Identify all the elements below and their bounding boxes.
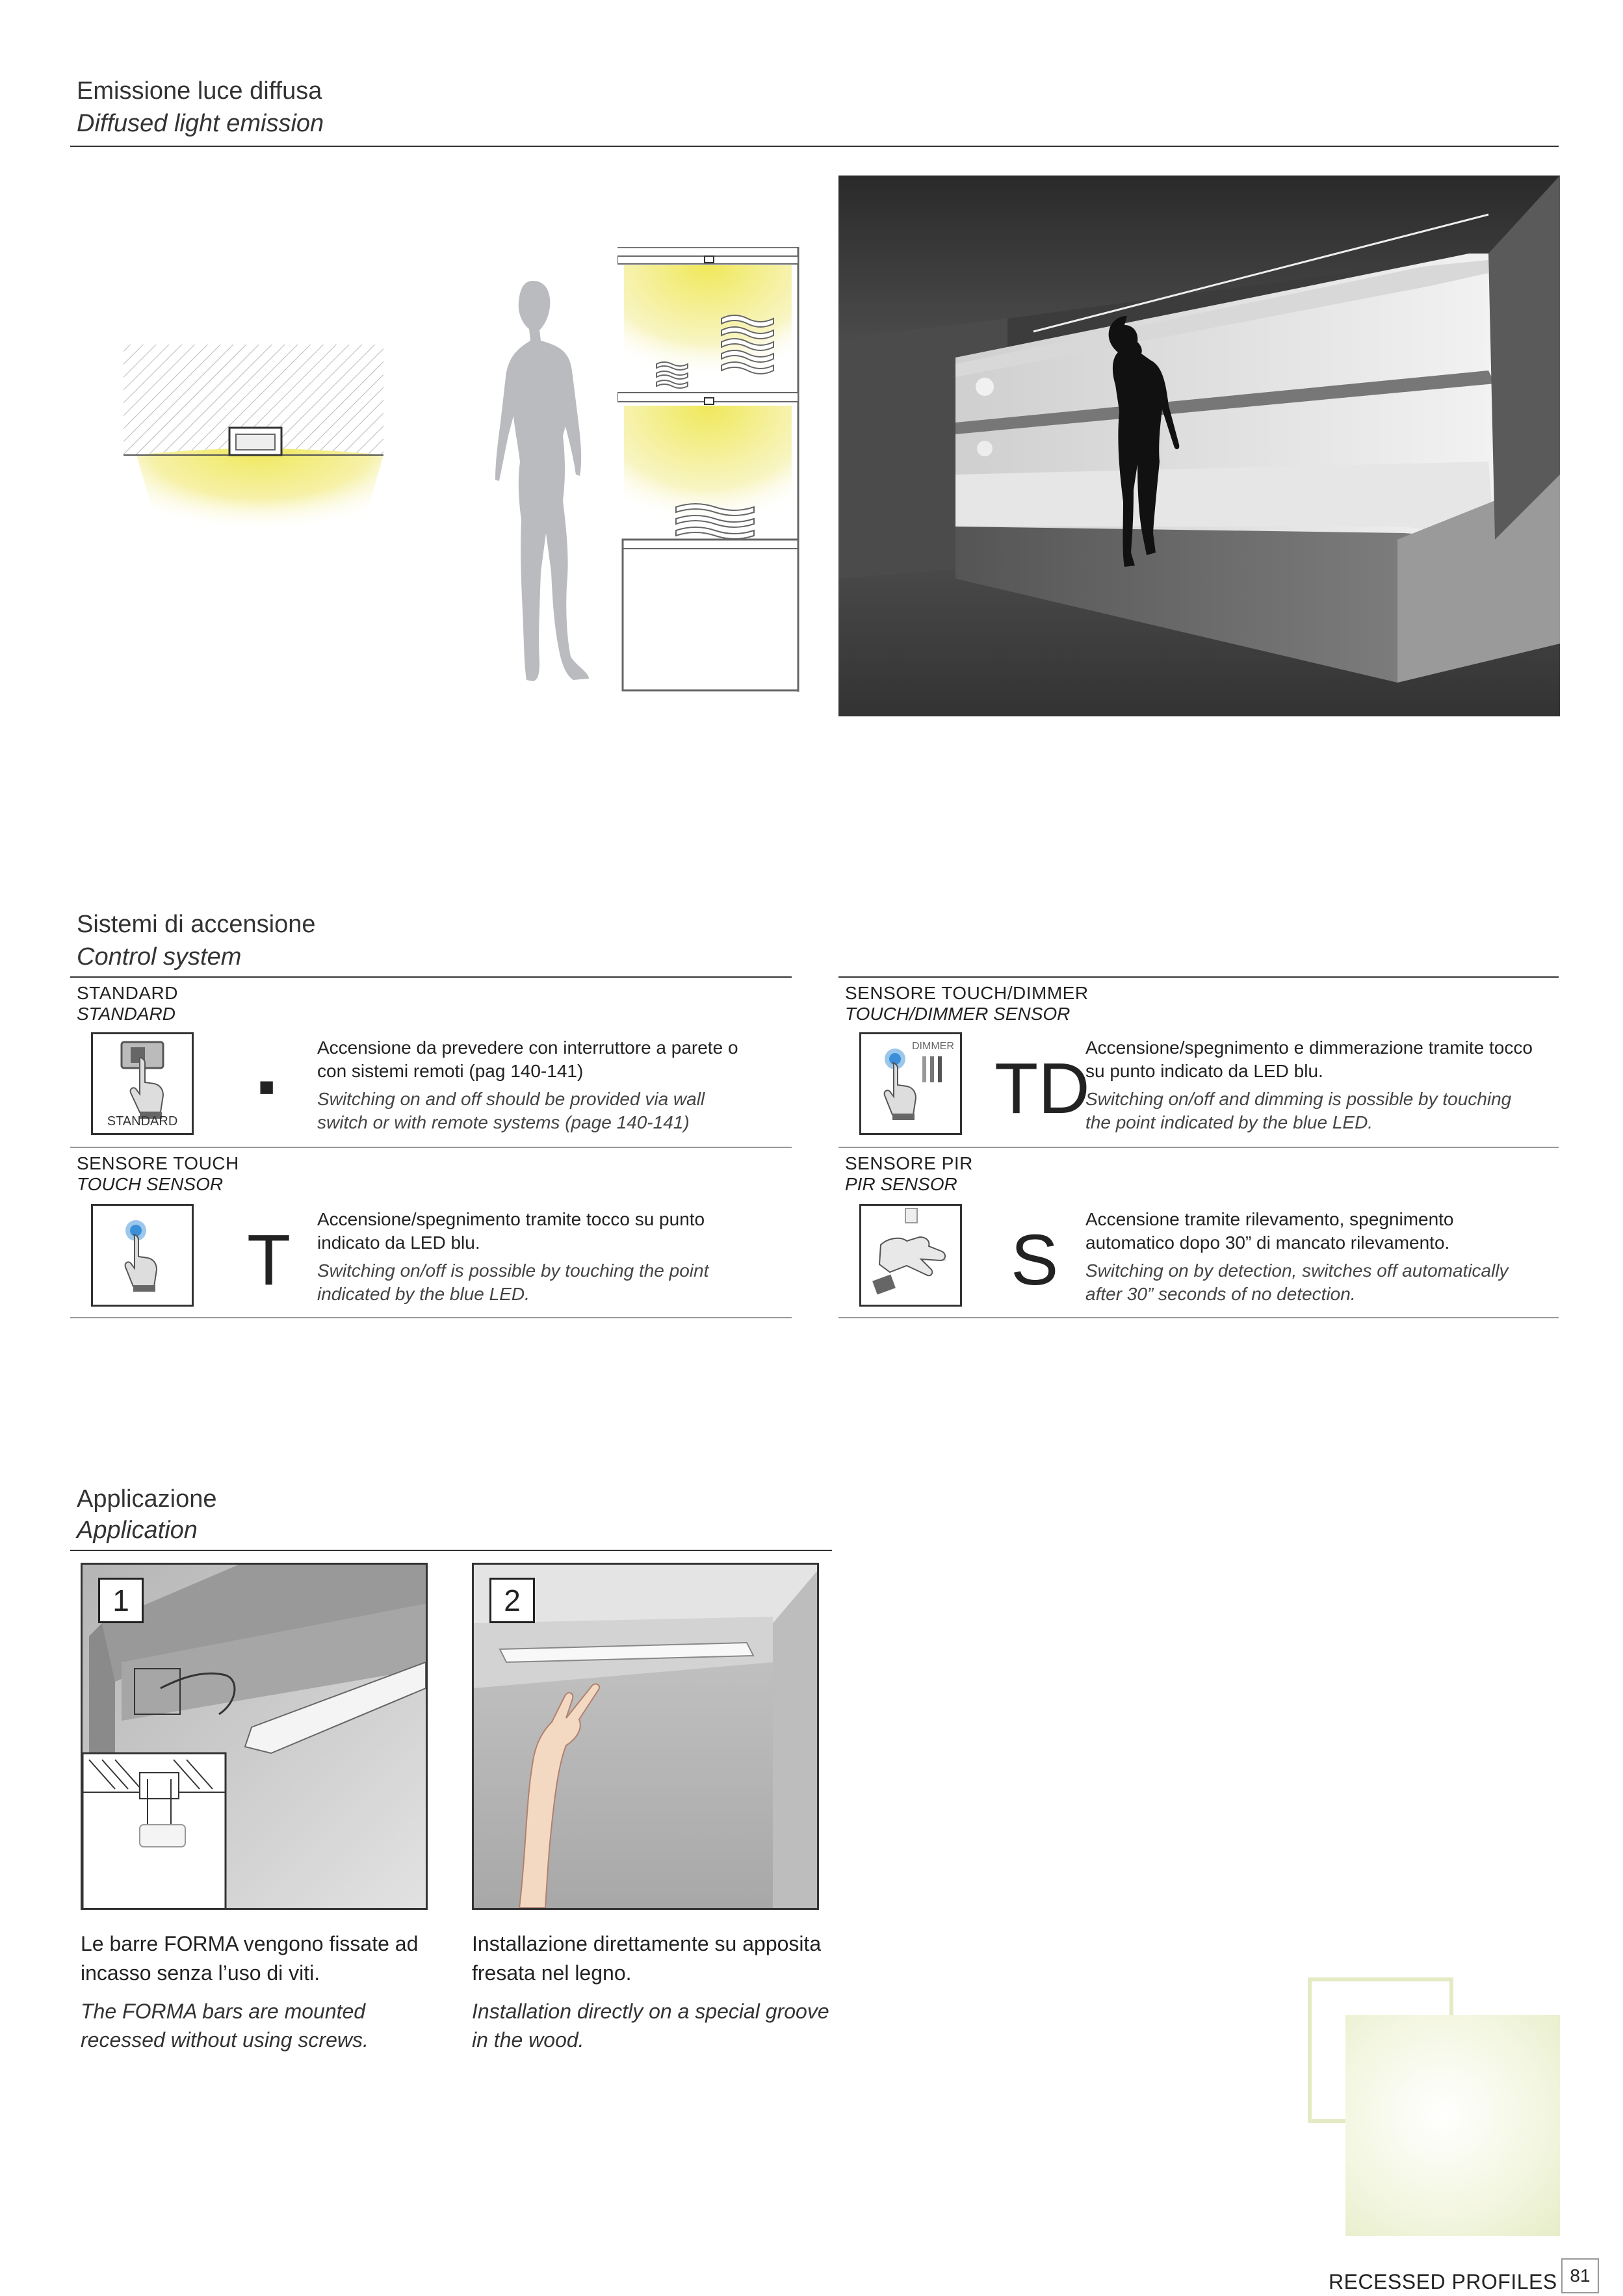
application-divider [70,1550,832,1551]
step-2-text-en: Installation directly on a special groove in the wood. [472,1999,829,2052]
pir-label-en: PIR SENSOR [845,1174,957,1195]
pir-description [1085,1208,1540,1307]
woman-silhouette-figure [455,273,611,689]
pir-label-it: SENSORE PIR [845,1153,973,1173]
application-title-it: Applicazione [77,1485,217,1513]
pir-separator [838,1317,1559,1318]
touchdimmer-description [1085,1036,1540,1135]
touchdimmer-separator [838,1147,1559,1148]
standard-label-it: STANDARD [77,983,178,1003]
pir-desc-en: Switching on by detection, switches off automatically after 30” seconds of no detection. [1085,1260,1509,1305]
header-title-it: Emissione luce diffusa [77,77,322,105]
touch-label-group [77,1153,239,1195]
step-1-number: 1 [98,1578,144,1623]
touch-sensor-icon [91,1204,194,1307]
touch-label-en: TOUCH SENSOR [77,1174,224,1195]
touchdimmer-sensor-icon [859,1032,962,1135]
shelves-lighting-diagram [617,247,806,696]
header-divider [70,146,1559,147]
header-title-en: Diffused light emission [77,110,324,137]
step-2-caption [472,1929,836,2055]
touch-label-it: SENSORE TOUCH [77,1153,239,1173]
profile-section-diagram [123,338,396,572]
standard-symbol: ■ [259,1073,275,1101]
step-2-number: 2 [489,1578,535,1623]
touchdimmer-label-group [845,983,1089,1024]
touch-separator [70,1317,792,1318]
pir-sensor-icon [859,1204,962,1307]
touchdimmer-symbol: TD [994,1049,1090,1128]
touchdimmer-desc-en: Switching on/off and dimming is possible by touching the point indicated by the blue LED. [1085,1088,1512,1133]
pir-symbol: S [1011,1220,1059,1300]
standard-desc-it: Accensione da prevedere con interruttore a parete o con sistemi remoti (pag 140-141) [317,1037,738,1082]
touch-symbol: T [247,1220,291,1300]
standard-desc-en: Switching on and off should be provided via wall switch or with remote systems (page 140-141) [317,1088,705,1133]
page-number: 81 [1561,2258,1599,2293]
standard-separator [70,1147,792,1148]
standard-label-group [77,983,178,1024]
decorative-square-filled [1345,2015,1560,2236]
standard-label-en: STANDARD [77,1004,175,1024]
touch-description [317,1208,759,1307]
step-1-illustration [81,1563,428,1910]
control-divider-left [70,976,792,978]
application-title-en: Application [77,1517,198,1544]
touchdimmer-desc-it: Accensione/spegnimento e dimmerazione tramite tocco su punto indicato da LED blu. [1085,1037,1533,1082]
control-title-en: Control system [77,943,242,971]
step-2-text-it: Installazione direttamente su apposita fresata nel legno. [472,1932,822,1985]
step-1-text-en: The FORMA bars are mounted recessed without using screws. [81,1999,369,2052]
standard-description [317,1036,759,1135]
touch-desc-it: Accensione/spegnimento tramite tocco su punto indicato da LED blu. [317,1209,705,1253]
control-divider-right [838,976,1559,978]
touchdimmer-label-it: SENSORE TOUCH/DIMMER [845,983,1089,1003]
pir-desc-it: Accensione tramite rilevamento, spegnimento automatico dopo 30” di mancato rilevamento. [1085,1209,1454,1253]
standard-icon-caption: STANDARD [107,1114,178,1128]
footer-section-label: RECESSED PROFILES [1329,2270,1557,2293]
standard-switch-icon [91,1032,194,1135]
step-1-caption [81,1929,445,2055]
step-1-text-it: Le barre FORMA vengono fissate ad incasso senza l’uso di viti. [81,1932,419,1985]
showroom-rendering-photo [838,176,1560,716]
touchdimmer-icon-caption: DIMMER [912,1041,954,1052]
step-2-illustration [472,1563,819,1910]
touchdimmer-label-en: TOUCH/DIMMER SENSOR [845,1004,1071,1024]
touch-desc-en: Switching on/off is possible by touching the point indicated by the blue LED. [317,1260,709,1305]
pir-label-group [845,1153,973,1195]
control-title-it: Sistemi di accensione [77,911,316,938]
